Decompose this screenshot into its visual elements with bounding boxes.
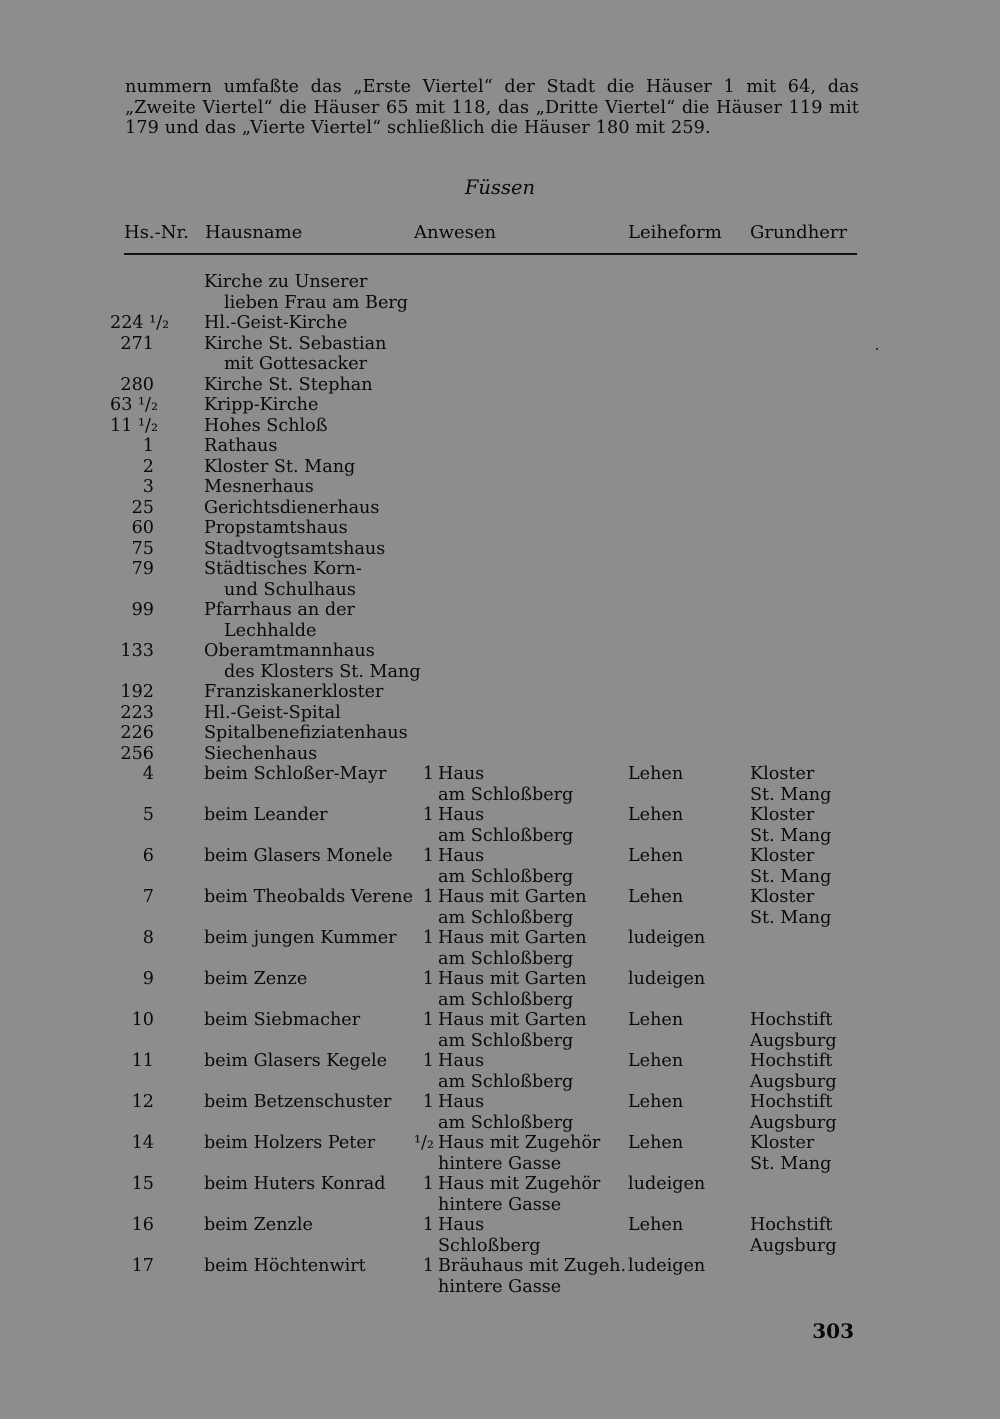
grundherr-line: St. Mang (750, 907, 832, 928)
table-row (0, 723, 1000, 744)
grundherr-line: Kloster (750, 764, 815, 784)
table-row (0, 1092, 1000, 1133)
house-name (204, 764, 414, 785)
anwesen-line: Haus (438, 1092, 485, 1112)
table-row (0, 313, 1000, 334)
grundherr (750, 805, 860, 846)
table-row (0, 518, 1000, 539)
house-number: 6 (142, 846, 154, 866)
anwesen-line: hintere Gasse (438, 1276, 562, 1297)
house-name (204, 498, 414, 519)
anwesen (438, 764, 628, 805)
house-name-line: Kirche zu Unserer (204, 272, 368, 292)
house-number: 223 (120, 702, 154, 723)
table-row (0, 703, 1000, 724)
anwesen-line: Schloßberg (438, 1235, 541, 1256)
anwesen-line: Haus (438, 805, 485, 825)
anwesen-line: Haus mit Garten (438, 887, 587, 907)
share-count: 1 (422, 1215, 434, 1235)
house-name-line: beim Holzers Peter (204, 1133, 376, 1153)
anwesen-line: am Schloßberg (438, 989, 574, 1010)
house-number: 99 (131, 600, 154, 620)
grundherr-line: Augsburg (750, 1030, 837, 1051)
intro-paragraph: nummern umfaßte das „Erste Viertel“ der Stadt die Häuser 1 mit 64, das „Zweite Viertel“ die Häuser 65 mit 118, das „Dritte Viertel“ die Häuser 119 mit 179 und das „Vierte Viertel“ schließlich die Häuser 180 mit 259. (125, 77, 859, 138)
table-row (0, 498, 1000, 519)
house-number: 256 (120, 743, 154, 764)
anwesen (438, 1092, 628, 1133)
house-name (204, 518, 414, 539)
house-name-line: Städtisches Korn- (204, 559, 362, 579)
house-name-line: Gerichtsdienerhaus (204, 497, 380, 518)
house-name-line: Spitalbenefiziatenhaus (204, 723, 408, 743)
leiheform: ludeigen (628, 969, 706, 989)
table-row (0, 477, 1000, 498)
header-rule (124, 253, 857, 255)
grundherr (750, 1215, 860, 1256)
house-name (204, 1133, 414, 1154)
header-hausname: Hausname (205, 222, 303, 243)
table-row (0, 334, 1000, 375)
table-row (0, 1133, 1000, 1174)
house-number: 75 (131, 538, 154, 559)
anwesen-line: hintere Gasse (438, 1194, 562, 1215)
table-row (0, 436, 1000, 457)
leiheform: Lehen (628, 887, 684, 907)
grundherr-line: Hochstift (750, 1215, 833, 1235)
house-number: 224 ¹/₂ (110, 313, 170, 333)
house-name-line: beim Schloßer-Mayr (204, 764, 387, 784)
anwesen-line: am Schloßberg (438, 825, 574, 846)
house-name-line: Franziskanerkloster (204, 682, 384, 702)
house-name (204, 703, 414, 724)
house-name-line: beim jungen Kummer (204, 928, 397, 948)
house-name (204, 723, 414, 744)
table-row (0, 682, 1000, 703)
house-number: 5 (142, 805, 154, 825)
house-name-line: Hohes Schloß (204, 415, 328, 436)
grundherr-line: St. Mang (750, 1153, 832, 1174)
share-count: 1 (422, 887, 434, 907)
house-name-line: Mesnerhaus (204, 477, 314, 497)
grundherr-line: Kloster (750, 887, 815, 907)
house-name-line: Pfarrhaus an der (204, 600, 355, 620)
table-row (0, 1010, 1000, 1051)
house-name (204, 928, 414, 949)
header-grundherr: Grundherr (750, 222, 848, 243)
grundherr-line: St. Mang (750, 784, 832, 805)
grundherr (750, 764, 860, 805)
share-count: 1 (422, 969, 434, 989)
grundherr-line: Hochstift (750, 1010, 833, 1030)
house-name-line: Hl.-Geist-Kirche (204, 313, 348, 333)
table-row (0, 1051, 1000, 1092)
anwesen-line: am Schloßberg (438, 1112, 574, 1133)
house-name (204, 272, 414, 313)
house-number: 17 (131, 1256, 154, 1276)
house-name-line: Oberamtmannhaus (204, 641, 375, 661)
grundherr-line: Augsburg (750, 1071, 837, 1092)
house-name (204, 457, 414, 478)
grundherr (750, 887, 860, 928)
house-name (204, 682, 414, 703)
leiheform: Lehen (628, 764, 684, 784)
house-name-line: mit Gottesacker (224, 354, 368, 374)
house-name-line: beim Theobalds Verene (204, 887, 413, 907)
leiheform: ludeigen (628, 1174, 706, 1194)
house-number: 3 (142, 477, 154, 497)
grundherr-line: Hochstift (750, 1051, 833, 1071)
house-name (204, 1092, 414, 1113)
house-number: 63 ¹/₂ (110, 395, 159, 415)
house-number: 16 (131, 1215, 154, 1235)
table-row (0, 457, 1000, 478)
house-number: 271 (120, 333, 154, 354)
house-name-line: Propstamtshaus (204, 518, 348, 538)
anwesen-line: hintere Gasse (438, 1153, 562, 1174)
grundherr-line: Kloster (750, 1133, 815, 1153)
table-row (0, 395, 1000, 416)
house-name-line: beim Siebmacher (204, 1010, 361, 1030)
leiheform: Lehen (628, 1133, 684, 1153)
house-name (204, 1174, 414, 1195)
anwesen (438, 1051, 628, 1092)
house-name (204, 969, 414, 990)
house-name (204, 846, 414, 867)
table-row (0, 416, 1000, 437)
leiheform: Lehen (628, 1092, 684, 1112)
house-number: 25 (131, 497, 154, 518)
anwesen (438, 887, 628, 928)
table-row (0, 1256, 1000, 1297)
table-row (0, 928, 1000, 969)
table-row (0, 887, 1000, 928)
table-row (0, 641, 1000, 682)
house-name-line: Kirche St. Sebastian (204, 333, 387, 354)
table-row (0, 805, 1000, 846)
header-anwesen: Anwesen (414, 222, 497, 243)
house-name (204, 416, 414, 437)
header-hs-nr: Hs.-Nr. (124, 222, 189, 243)
table-header (0, 222, 1000, 248)
leiheform: Lehen (628, 846, 684, 866)
table-row (0, 1174, 1000, 1215)
house-number: 226 (120, 723, 154, 743)
grundherr (750, 1092, 860, 1133)
share-count: 1 (422, 1256, 434, 1276)
page-number: 303 (812, 1319, 854, 1343)
grundherr-line: Kloster (750, 805, 815, 825)
anwesen (438, 1256, 628, 1297)
house-name (204, 1256, 414, 1277)
anwesen (438, 846, 628, 887)
grundherr (750, 846, 860, 887)
table-row (0, 744, 1000, 765)
anwesen (438, 928, 628, 969)
house-name-line: beim Zenzle (204, 1215, 313, 1235)
house-number: 133 (120, 641, 154, 661)
header-leiheform: Leiheform (628, 222, 722, 243)
anwesen (438, 1133, 628, 1174)
leiheform: ludeigen (628, 1256, 706, 1276)
anwesen (438, 805, 628, 846)
house-number: 12 (131, 1092, 154, 1112)
leiheform: Lehen (628, 1215, 684, 1235)
house-name-line: Kloster St. Mang (204, 456, 356, 477)
grundherr-line: Kloster (750, 846, 815, 866)
anwesen-line: Haus mit Zugehör (438, 1133, 601, 1153)
house-name-line: Stadtvogtsamtshaus (204, 538, 386, 559)
leiheform: Lehen (628, 1010, 684, 1030)
anwesen-line: am Schloßberg (438, 784, 574, 805)
share-count: 1 (422, 764, 434, 784)
house-name-line: Rathaus (204, 436, 278, 456)
house-name-line: Hl.-Geist-Spital (204, 702, 341, 723)
anwesen-line: Haus (438, 1215, 485, 1235)
share-count: 1 (422, 846, 434, 866)
share-count: 1 (422, 928, 434, 948)
house-name (204, 375, 414, 396)
share-count: 1 (422, 1174, 434, 1194)
anwesen-line: Haus mit Garten (438, 969, 587, 989)
table-row (0, 559, 1000, 600)
house-name-line: beim Glasers Kegele (204, 1051, 388, 1071)
house-name (204, 313, 414, 334)
house-number: 9 (142, 969, 154, 989)
table-row (0, 375, 1000, 396)
house-name-line: beim Glasers Monele (204, 846, 393, 866)
house-name (204, 539, 414, 560)
anwesen-line: am Schloßberg (438, 948, 574, 969)
house-name (204, 805, 414, 826)
house-number: 8 (142, 928, 154, 948)
house-name-line: Kripp-Kirche (204, 395, 319, 415)
anwesen-line: am Schloßberg (438, 907, 574, 928)
house-number: 15 (131, 1174, 154, 1194)
house-name-line: beim Betzenschuster (204, 1092, 392, 1112)
anwesen (438, 1174, 628, 1215)
anwesen-line: am Schloßberg (438, 866, 574, 887)
house-number: 1 (142, 436, 154, 456)
house-number: 7 (142, 887, 154, 907)
house-name-line: Siechenhaus (204, 743, 318, 764)
house-name (204, 334, 414, 375)
house-name (204, 1051, 414, 1072)
table-row (0, 846, 1000, 887)
leiheform: ludeigen (628, 928, 706, 948)
section-title: Füssen (464, 176, 536, 199)
share-count: 1 (422, 1051, 434, 1071)
anwesen-line: Bräuhaus mit Zugeh. (438, 1256, 627, 1276)
share-count: ¹/₂ (413, 1133, 434, 1153)
table-row (0, 1215, 1000, 1256)
grundherr-line: St. Mang (750, 866, 832, 887)
table-row (0, 969, 1000, 1010)
anwesen-line: Haus mit Garten (438, 928, 587, 948)
anwesen-line: Haus (438, 1051, 485, 1071)
house-name-line: Lechhalde (224, 620, 317, 641)
house-number: 11 ¹/₂ (110, 415, 159, 436)
grundherr-line: Augsburg (750, 1235, 837, 1256)
house-name-line: beim Leander (204, 805, 328, 825)
house-name-line: lieben Frau am Berg (224, 292, 409, 313)
house-name (204, 744, 414, 765)
house-number: 79 (131, 559, 154, 579)
share-count: 1 (422, 805, 434, 825)
houses-table (0, 272, 1000, 1297)
house-name (204, 1215, 414, 1236)
grundherr-line: Hochstift (750, 1092, 833, 1112)
grundherr (750, 1010, 860, 1051)
anwesen-line: Haus (438, 846, 485, 866)
anwesen-line: Haus mit Garten (438, 1010, 587, 1030)
anwesen-line: Haus mit Zugehör (438, 1174, 601, 1194)
leiheform: Lehen (628, 1051, 684, 1071)
house-name-line: Kirche St. Stephan (204, 374, 373, 395)
house-name (204, 477, 414, 498)
share-count: 1 (422, 1010, 434, 1030)
anwesen (438, 1010, 628, 1051)
table-row (0, 272, 1000, 313)
house-number: 2 (142, 456, 154, 477)
house-name-line: des Klosters St. Mang (224, 661, 421, 682)
anwesen (438, 1215, 628, 1256)
anwesen-line: am Schloßberg (438, 1071, 574, 1092)
house-number: 60 (131, 518, 154, 538)
leiheform: Lehen (628, 805, 684, 825)
house-name (204, 436, 414, 457)
house-number: 10 (131, 1010, 154, 1030)
house-name-line: beim Huters Konrad (204, 1174, 386, 1194)
house-name-line: beim Zenze (204, 969, 308, 989)
grundherr-line: St. Mang (750, 825, 832, 846)
grundherr (750, 1051, 860, 1092)
table-row (0, 539, 1000, 560)
table-row (0, 764, 1000, 805)
house-name (204, 559, 414, 600)
anwesen-line: am Schloßberg (438, 1030, 574, 1051)
grundherr (750, 1133, 860, 1174)
house-name-line: und Schulhaus (224, 579, 356, 600)
house-number: 4 (142, 764, 154, 784)
house-number: 280 (120, 374, 154, 395)
house-name-line: beim Höchtenwirt (204, 1256, 366, 1276)
house-name (204, 641, 421, 682)
share-count: 1 (422, 1092, 434, 1112)
house-name (204, 1010, 414, 1031)
house-name (204, 600, 414, 641)
grundherr-line: Augsburg (750, 1112, 837, 1133)
house-name (204, 887, 414, 908)
table-row (0, 600, 1000, 641)
house-number: 14 (131, 1133, 154, 1153)
house-name (204, 395, 414, 416)
anwesen (438, 969, 628, 1010)
anwesen-line: Haus (438, 764, 485, 784)
house-number: 192 (120, 682, 154, 702)
house-number: 11 (131, 1051, 154, 1071)
